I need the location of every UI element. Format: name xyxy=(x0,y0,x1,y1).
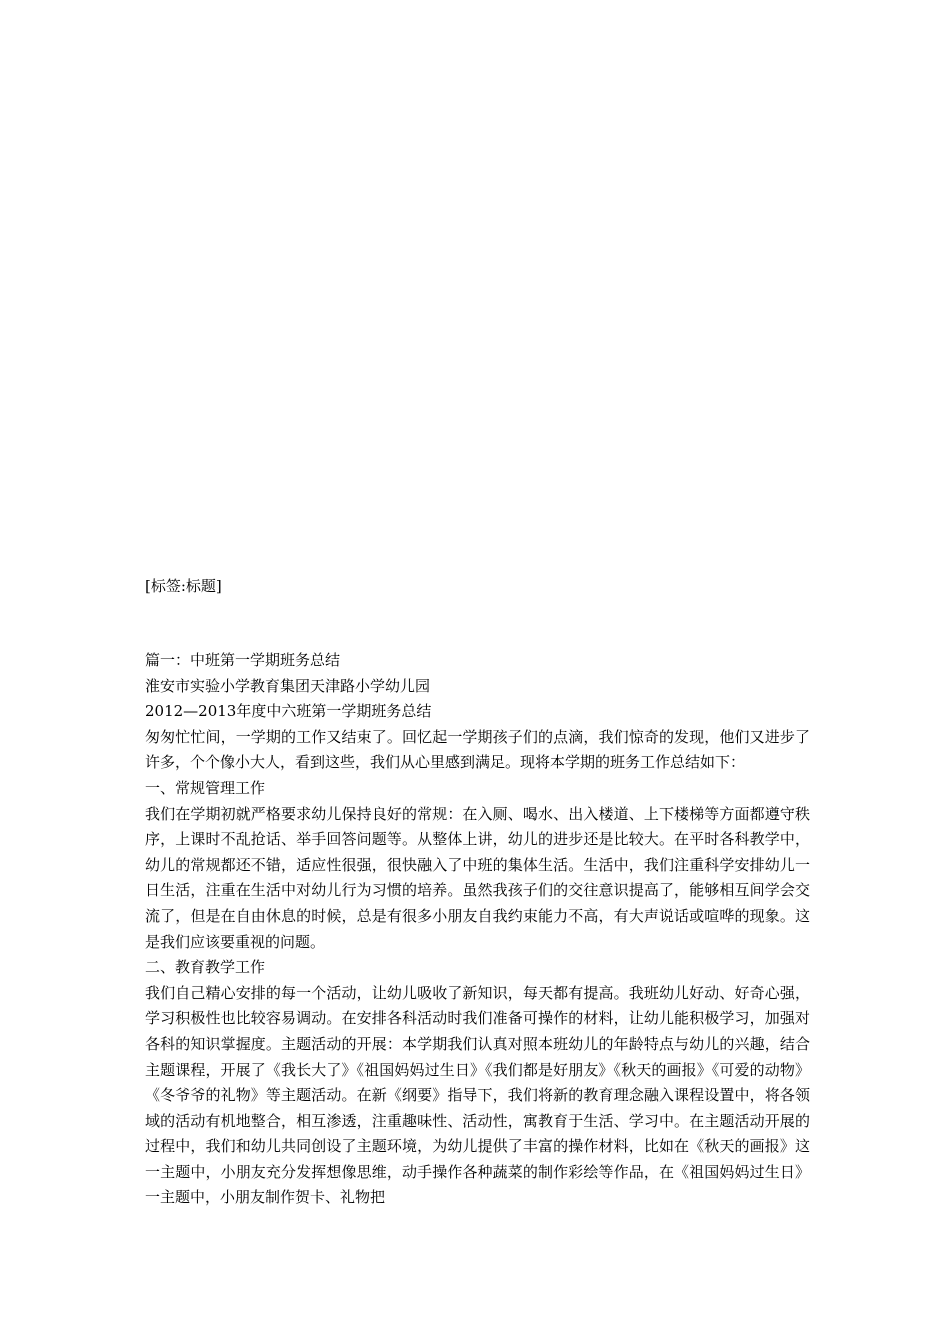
report-title: 2012—2013年度中六班第一学期班务总结 xyxy=(145,702,432,721)
document-body xyxy=(145,648,810,1211)
intro-paragraph: 匆匆忙忙间，一学期的工作又结束了。回忆起一学期孩子们的点滴，我们惊奇的发现，他们又进步了许多，个个像小大人，看到这些，我们从心里感到满足。现将本学期的班务工作总结如下： xyxy=(145,727,810,772)
tag-placeholder: [标签:标题] xyxy=(145,577,222,595)
teaching-work-paragraph: 我们自己精心安排的每一个活动，让幼儿吸收了新知识，每天都有提高。我班幼儿好动、好奇心强，学习积极性也比较容易调动。在安排各科活动时我们准备可操作的材料，让幼儿能积极学习，加强对各科的知识掌握度。主题活动的开展：本学期我们认真对照本班幼儿的年龄特点与幼儿的兴趣，结合主题课程，开展了《我长大了》《祖国妈妈过生日》《我们都是好朋友》《秋天的画报》《可爱的动物》《冬爷爷的礼物》等主题活动。在新《纲要》指导下，我们将新的教育理念融入课程设置中，将各领域的活动有机地整合，相互渗透，注重趣味性、活动性，寓教育于生活、学习中。在主题活动开展的过程中，我们和幼儿共同创设了主题环境，为幼儿提供了丰富的操作材料，比如在《秋天的画报》这一主题中，小朋友充分发挥想像思维，动手操作各种蔬菜的制作彩绘等作品，在《祖国妈妈过生日》一主题中，小朋友制作贺卡、礼物把 xyxy=(145,983,810,1207)
routine-management-paragraph: 我们在学期初就严格要求幼儿保持良好的常规：在入厕、喝水、出入楼道、上下楼梯等方面都遵守秩序，上课时不乱抢话、举手回答问题等。从整体上讲，幼儿的进步还是比较大。在平时各科教学中，幼儿的常规都还不错，适应性很强，很快融入了中班的集体生活。生活中，我们注重科学安排幼儿一日生活，注重在生活中对幼儿行为习惯的培养。虽然我孩子们的交往意识提高了，能够相互间学会交流了，但是在自由休息的时候，总是有很多小朋友自我约束能力不高，有大声说话或喧哗的现象。这是我们应该要重视的问题。 xyxy=(145,804,810,951)
school-name: 淮安市实验小学教育集团天津路小学幼儿园 xyxy=(145,676,431,695)
heading-routine-management: 一、常规管理工作 xyxy=(145,778,266,797)
heading-teaching-work: 二、教育教学工作 xyxy=(145,958,266,977)
section-heading: 篇一：中班第一学期班务总结 xyxy=(145,651,341,669)
